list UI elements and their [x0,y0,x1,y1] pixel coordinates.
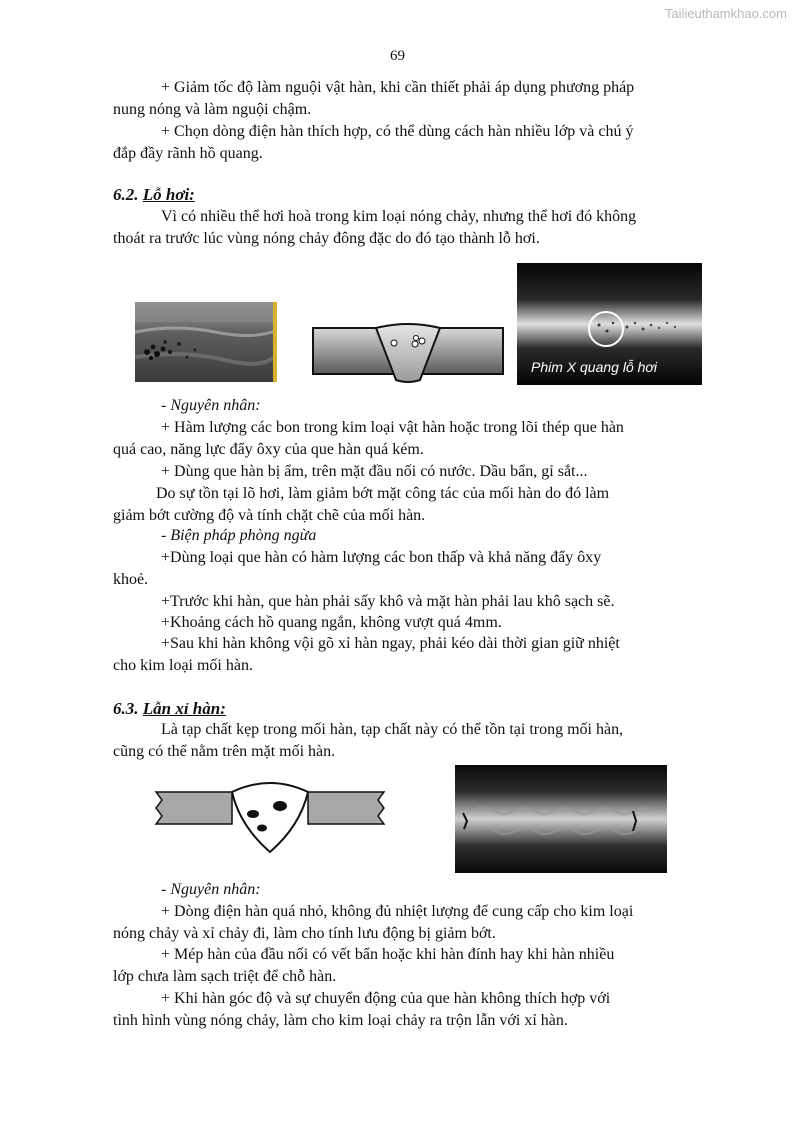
porosity-cross-section-diagram [312,318,504,386]
xray-caption: Phim X quang lỗ hơi [531,359,657,375]
cause-line: Do sự tồn tại lõ hơi, làm giảm bớt mặt công tác của mối hàn do đó làm [156,485,610,502]
cause-line: quá cao, năng lực đẩy ôxy của que hàn quá kém. [113,441,424,458]
cause-line: lớp chưa làm sạch triệt để chỗ hàn. [113,968,337,985]
prevention-line: +Dùng loại que hàn có hàm lượng các bon thấp và khả năng đẩy ôxy [161,549,602,566]
cause-line: + Khi hàn góc độ và sự chuyển động của que hàn không thích hợp với [161,990,611,1007]
section-description-line: thoát ra trước lúc vùng nóng chảy đông đặc do đó tạo thành lỗ hơi. [113,230,540,247]
prevention-label: - Biện pháp phòng ngừa [161,527,317,544]
cause-line: + Dùng que hàn bị ẩm, trên mặt đầu nối có nước. Dầu bẩn, gỉ sắt... [161,463,588,480]
section-description-line: Là tạp chất kẹp trong mối hàn, tạp chất này có thể tồn tại trong mối hàn, [161,721,624,738]
cause-line: + Mép hàn của đầu nối có vết bẩn hoặc khi hàn đính hay khi hàn nhiều [161,946,615,963]
intro-line: nung nóng và làm nguội chậm. [113,101,312,118]
cause-line: + Hàm lượng các bon trong kim loại vật hàn hoặc trong lõi thép que hàn [161,419,624,436]
prevention-line: +Trước khi hàn, que hàn phải sấy khô và mặt hàn phải lau khô sạch sẽ. [161,593,615,610]
cause-line: giảm bớt cường độ và tính chặt chẽ của mối hàn. [113,507,426,524]
section-description-line: cũng có thể nằm trên mặt mối hàn. [113,743,336,760]
porosity-surface-photo [135,302,277,382]
page-number: 69 [390,48,405,64]
slag-inclusion-cross-section-diagram [152,778,388,856]
xray-porosity-figure [517,263,702,385]
cause-line: + Dòng điện hàn quá nhỏ, không đủ nhiệt lượng để cung cấp cho kim loại [161,903,634,920]
xray-slag-inclusion-image [455,765,667,873]
section-description-line: Vì có nhiều thể hơi hoà trong kim loại nóng chảy, nhưng thể hơi đó không [161,208,637,225]
cause-label: - Nguyên nhân: [161,881,261,898]
intro-line: đắp đầy rãnh hồ quang. [113,145,263,162]
cause-line: tình hình vùng nóng chảy, làm cho kim loại chảy ra trộn lẫn với xỉ hàn. [113,1012,568,1029]
watermark: Tailieuthamkhao.com [664,6,787,21]
cause-line: nóng chảy và xỉ chảy đi, làm cho tính lưu động bị giảm bớt. [113,925,496,942]
prevention-line: khoẻ. [113,571,149,588]
section-heading-6-2: 6.2. Lỗ hơi: [113,185,195,204]
prevention-line: +Khoảng cách hồ quang ngắn, không vượt quá 4mm. [161,614,502,631]
cause-label: - Nguyên nhân: [161,397,261,414]
section-heading-6-3: 6.3. Lẫn xỉ hàn: [113,699,226,718]
intro-line: + Chọn dòng điện hàn thích hợp, có thể dùng cách hàn nhiều lớp và chú ý [161,123,634,140]
intro-line: + Giảm tốc độ làm nguội vật hàn, khi cần thiết phải áp dụng phương pháp [161,79,635,96]
prevention-line: +Sau khi hàn không vội gõ xỉ hàn ngay, phải kéo dài thời gian giữ nhiệt [161,635,620,652]
prevention-line: cho kim loại mối hàn. [113,657,253,674]
